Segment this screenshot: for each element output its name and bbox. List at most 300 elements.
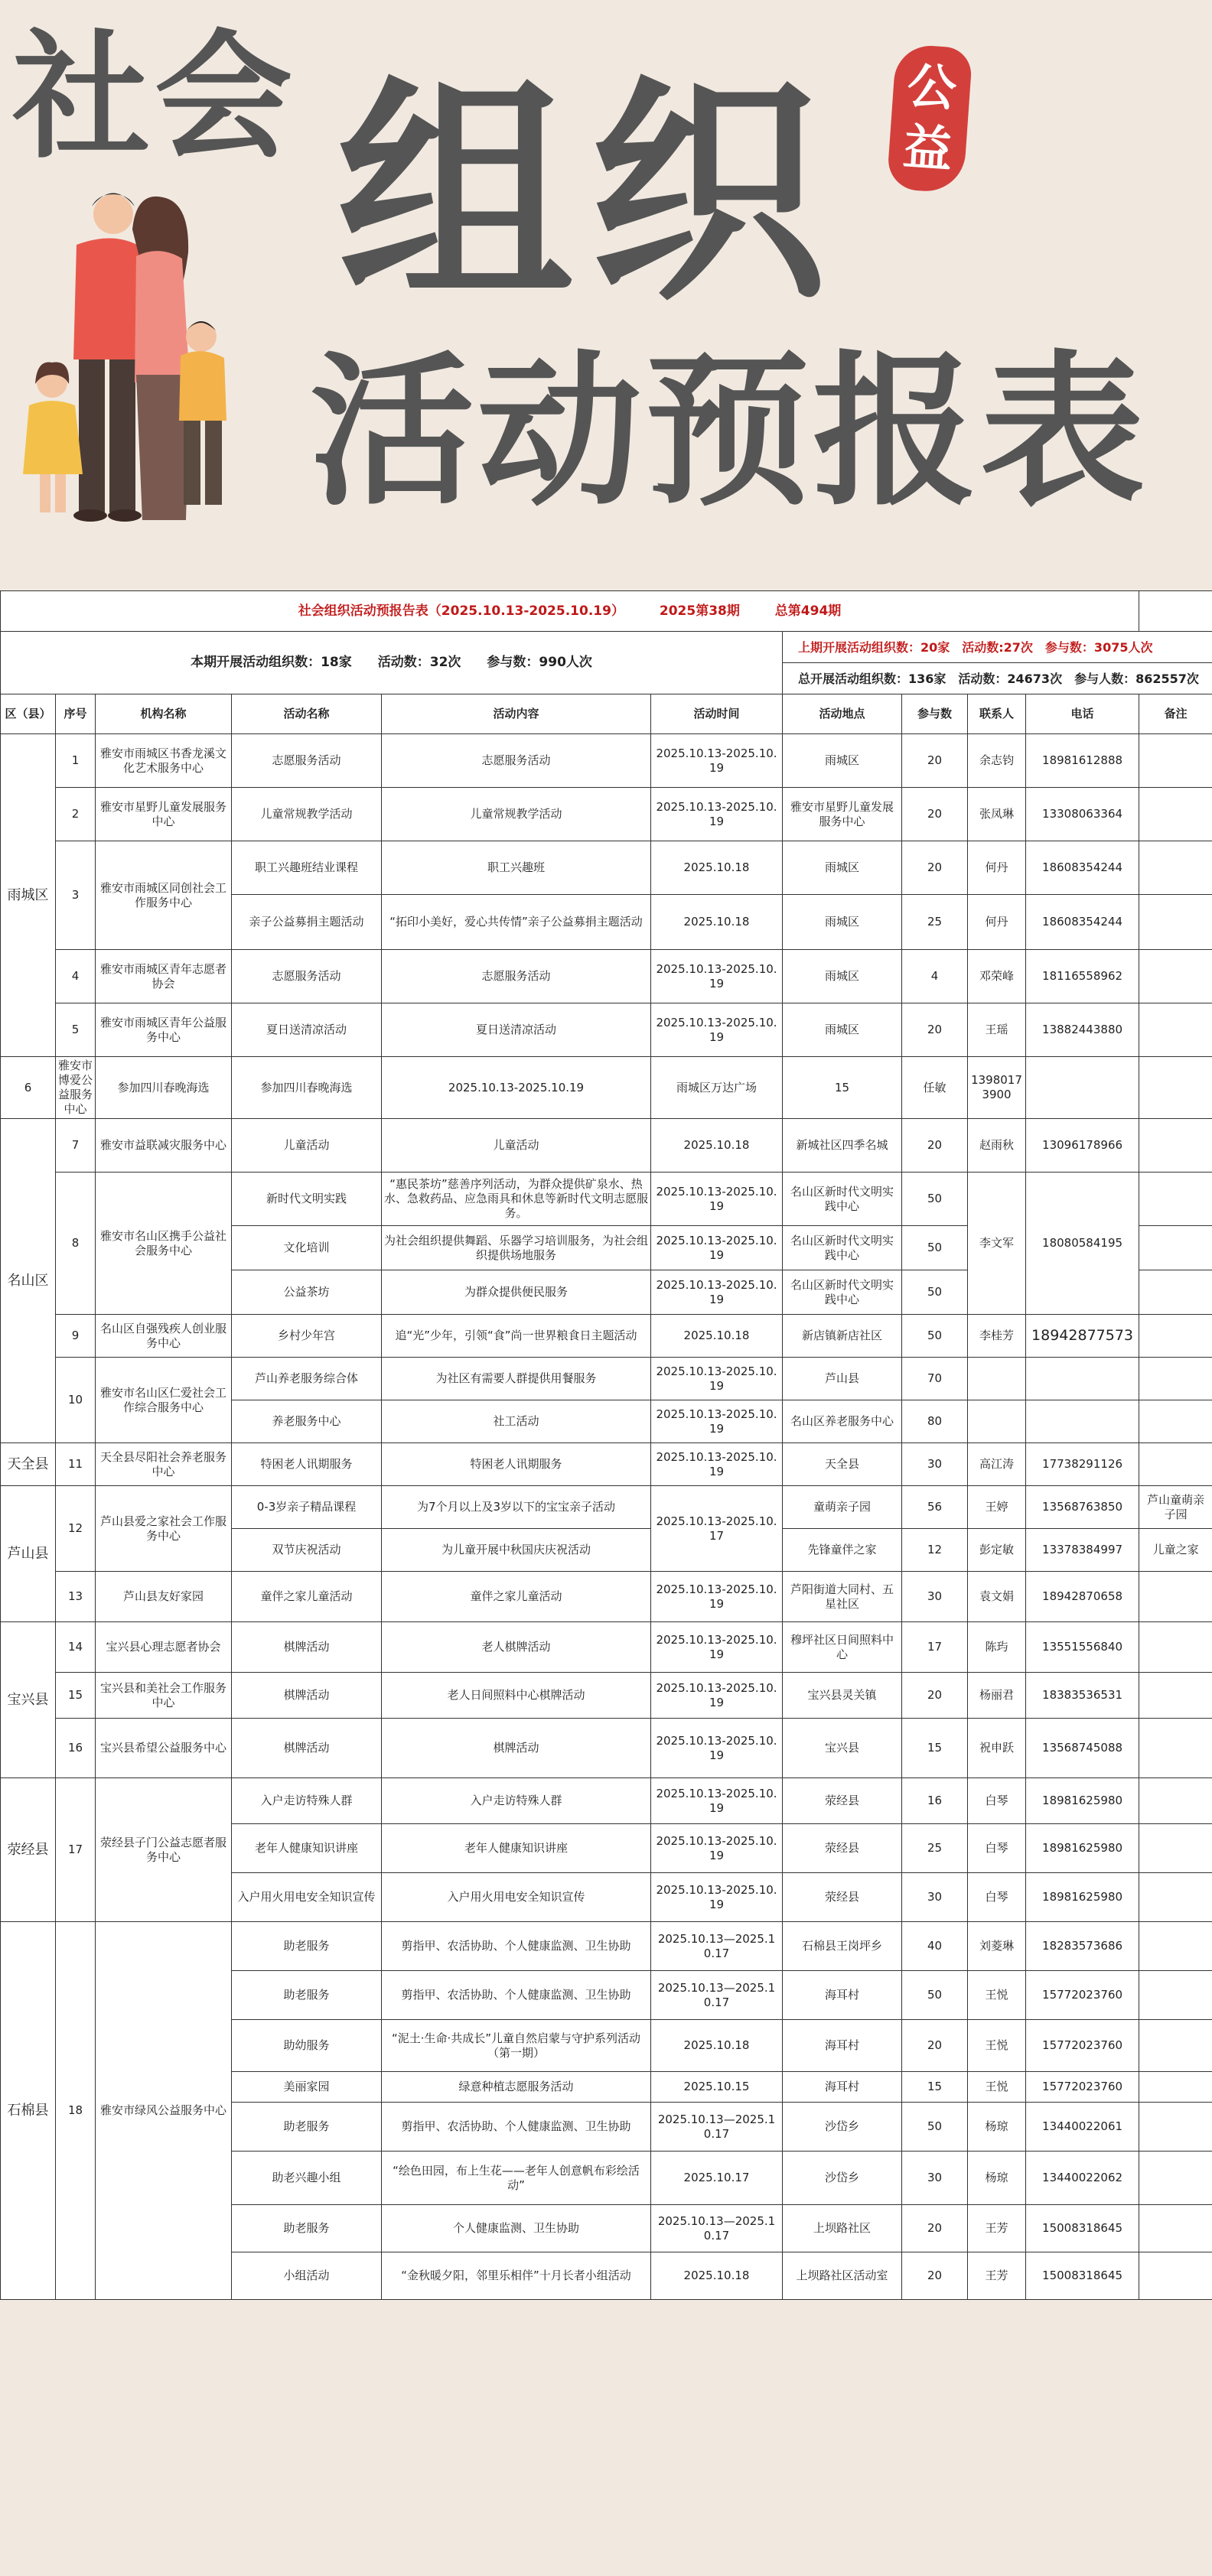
phone-cell	[1026, 1358, 1139, 1400]
note-cell	[1139, 1971, 1212, 2020]
place-cell: 新店镇新店社区	[783, 1315, 902, 1358]
org-cell: 雅安市绿风公益服务中心	[96, 1922, 232, 2300]
activity-cell: 芦山养老服务综合体	[232, 1358, 382, 1400]
participants-cell: 20	[902, 788, 968, 841]
phone-cell: 18981625980	[1026, 1873, 1139, 1922]
note-cell	[1139, 1824, 1212, 1873]
table-row	[1, 1173, 1212, 1226]
participants-cell: 17	[902, 1622, 968, 1673]
org-cell: 宝兴县心理志愿者协会	[96, 1622, 232, 1673]
content-cell: 童伴之家儿童活动	[382, 1572, 651, 1622]
phone-cell: 13378384997	[1026, 1529, 1139, 1572]
participants-cell: 16	[902, 1778, 968, 1824]
participants-cell: 30	[902, 1443, 968, 1486]
contact-cell: 王芳	[968, 2252, 1026, 2300]
activity-cell: 养老服务中心	[232, 1400, 382, 1443]
time-cell: 2025.10.13-2025.10.19	[651, 1226, 783, 1270]
contact-cell: 何丹	[968, 895, 1026, 950]
activity-cell: 乡村少年宫	[232, 1315, 382, 1358]
family-illustration	[6, 184, 259, 535]
time-cell: 2025.10.13-2025.10.19	[651, 1824, 783, 1873]
place-cell: 海耳村	[783, 2072, 902, 2103]
org-cell: 雅安市星野儿童发展服务中心	[96, 788, 232, 841]
seq-cell: 6	[1, 1057, 56, 1119]
participants-cell: 15	[902, 2072, 968, 2103]
time-cell: 2025.10.13-2025.10.19	[651, 788, 783, 841]
contact-cell: 何丹	[968, 841, 1026, 895]
seq-cell: 14	[56, 1622, 96, 1673]
col-phone: 电话	[1026, 694, 1139, 734]
contact-cell: 彭定敏	[968, 1529, 1026, 1572]
phone-cell: 15772023760	[1026, 2072, 1139, 2103]
total-issue-number: 总第494期	[774, 603, 842, 619]
seq-cell: 11	[56, 1443, 96, 1486]
activity-cell: 双节庆祝活动	[232, 1529, 382, 1572]
place-cell: 雨城区	[783, 1003, 902, 1057]
column-header-row	[1, 694, 1212, 734]
activity-cell: 儿童活动	[232, 1119, 382, 1173]
phone-cell: 18080584195	[1026, 1173, 1139, 1315]
place-cell: 童萌亲子园	[783, 1486, 902, 1529]
org-cell: 芦山县友好家园	[96, 1572, 232, 1622]
time-cell: 2025.10.13-2025.10.19	[651, 1270, 783, 1315]
participants-cell: 50	[902, 1315, 968, 1358]
contact-cell: 王瑶	[968, 1003, 1026, 1057]
time-cell: 2025.10.18	[651, 841, 783, 895]
activity-cell: 棋牌活动	[232, 1673, 382, 1719]
content-cell: “金秋暖夕阳，邻里乐相伴”十月长者小组活动	[382, 2252, 651, 2300]
col-org: 机构名称	[96, 694, 232, 734]
activity-forecast-table	[0, 590, 1212, 2300]
note-cell	[1139, 1622, 1212, 1673]
time-cell: 2025.10.17	[651, 2152, 783, 2205]
place-cell: 天全县	[783, 1443, 902, 1486]
activity-cell: 志愿服务活动	[232, 734, 382, 788]
note-cell	[1139, 1778, 1212, 1824]
phone-cell: 13568763850	[1026, 1486, 1139, 1529]
note-cell: 芦山童萌亲子园	[1139, 1486, 1212, 1529]
org-cell: 芦山县爱之家社会工作服务中心	[96, 1486, 232, 1572]
time-cell: 2025.10.13—2025.10.17	[651, 1922, 783, 1971]
table-row	[1, 1778, 1212, 1824]
activity-cell: 入户用火用电安全知识宣传	[232, 1873, 382, 1922]
time-cell: 2025.10.13—2025.10.17	[651, 2205, 783, 2252]
contact-cell: 李文军	[968, 1173, 1026, 1315]
participants-cell: 30	[902, 2152, 968, 2205]
note-cell	[1139, 1400, 1212, 1443]
county-cell: 天全县	[1, 1443, 56, 1486]
participants-cell: 20	[902, 2205, 968, 2252]
phone-cell: 13440022062	[1026, 2152, 1139, 2205]
phone-cell: 18981625980	[1026, 1778, 1139, 1824]
org-cell: 雅安市雨城区青年志愿者协会	[96, 950, 232, 1003]
phone-cell: 18981612888	[1026, 734, 1139, 788]
content-cell: 儿童活动	[382, 1119, 651, 1173]
note-cell	[1139, 1922, 1212, 1971]
table-row	[1, 1719, 1212, 1778]
place-cell: 名山区新时代文明实践中心	[783, 1270, 902, 1315]
phone-cell: 18608354244	[1026, 841, 1139, 895]
gongyi-seal	[886, 44, 973, 194]
table-row	[1, 1572, 1212, 1622]
col-place: 活动地点	[783, 694, 902, 734]
col-seq: 序号	[56, 694, 96, 734]
participants-cell: 15	[902, 1719, 968, 1778]
phone-cell: 18283573686	[1026, 1922, 1139, 1971]
contact-cell: 白琴	[968, 1824, 1026, 1873]
seq-cell: 5	[56, 1003, 96, 1057]
content-cell: “泥土·生命·共成长”儿童自然启蒙与守护系列活动（第一期）	[382, 2020, 651, 2072]
activity-cell: 亲子公益募捐主题活动	[232, 895, 382, 950]
time-cell: 2025.10.13-2025.10.19	[651, 1358, 783, 1400]
org-cell: 宝兴县希望公益服务中心	[96, 1719, 232, 1778]
seq-cell: 1	[56, 734, 96, 788]
title-huodong-yubaobiao: 活动预报表	[310, 336, 1148, 528]
table-heading: 社会组织活动预报告表（2025.10.13-2025.10.19）	[298, 603, 624, 619]
contact-cell: 王悦	[968, 2072, 1026, 2103]
note-cell	[1139, 2152, 1212, 2205]
participants-cell: 30	[902, 1572, 968, 1622]
place-cell: 名山区新时代文明实践中心	[783, 1226, 902, 1270]
table-body	[1, 734, 1212, 2300]
contact-cell: 王悦	[968, 1971, 1026, 2020]
activity-cell: 助老服务	[232, 2205, 382, 2252]
col-participants: 参与数	[902, 694, 968, 734]
table-row	[1, 1486, 1212, 1529]
time-cell: 2025.10.13-2025.10.19	[651, 1443, 783, 1486]
note-cell	[1139, 2103, 1212, 2152]
seq-cell: 18	[56, 1922, 96, 2300]
contact-cell: 杨琼	[968, 2152, 1026, 2205]
table-row	[1, 734, 1212, 788]
note-cell	[1139, 1003, 1212, 1057]
place-cell: 雨城区	[783, 950, 902, 1003]
phone-cell: 15772023760	[1026, 2020, 1139, 2072]
participants-cell: 50	[902, 1270, 968, 1315]
time-cell: 2025.10.13-2025.10.19	[651, 734, 783, 788]
phone-cell: 13568745088	[1026, 1719, 1139, 1778]
contact-cell: 李桂芳	[968, 1315, 1026, 1358]
participants-cell: 4	[902, 950, 968, 1003]
content-cell: 特困老人讯期服务	[382, 1443, 651, 1486]
note-cell	[1139, 1358, 1212, 1400]
phone-cell: 13551556840	[1026, 1622, 1139, 1673]
content-cell: 追“光”少年，引领“食”尚一世界粮食日主题活动	[382, 1315, 651, 1358]
note-cell	[1139, 1226, 1212, 1270]
phone-cell: 18942877573	[1026, 1315, 1139, 1358]
org-cell: 雅安市名山区携手公益社会服务中心	[96, 1173, 232, 1315]
table-row	[1, 1003, 1212, 1057]
content-cell: 志愿服务活动	[382, 950, 651, 1003]
contact-cell: 袁文娟	[968, 1572, 1026, 1622]
phone-cell: 15008318645	[1026, 2252, 1139, 2300]
time-cell: 2025.10.18	[651, 2252, 783, 2300]
phone-cell: 13096178966	[1026, 1119, 1139, 1173]
org-cell: 名山区自强残疾人创业服务中心	[96, 1315, 232, 1358]
activity-cell: 老年人健康知识讲座	[232, 1824, 382, 1873]
activity-cell: 职工兴趣班结业课程	[232, 841, 382, 895]
phone-cell: 13980173900	[968, 1057, 1026, 1119]
contact-cell: 杨丽君	[968, 1673, 1026, 1719]
note-cell	[1139, 2205, 1212, 2252]
note-cell	[1139, 734, 1212, 788]
time-cell: 2025.10.15	[651, 2072, 783, 2103]
phone-cell: 15008318645	[1026, 2205, 1139, 2252]
table-row	[1, 950, 1212, 1003]
seq-cell: 13	[56, 1572, 96, 1622]
activity-cell: 助老兴趣小组	[232, 2152, 382, 2205]
content-cell: 绿意种植志愿服务活动	[382, 2072, 651, 2103]
participants-cell: 80	[902, 1400, 968, 1443]
place-cell: 沙岱乡	[783, 2103, 902, 2152]
contact-cell: 赵雨秋	[968, 1119, 1026, 1173]
place-cell: 穆坪社区日间照料中心	[783, 1622, 902, 1673]
phone-cell: 18942870658	[1026, 1572, 1139, 1622]
content-cell: 入户用火用电安全知识宣传	[382, 1873, 651, 1922]
participants-cell: 50	[902, 1226, 968, 1270]
issue-number: 2025第38期	[659, 603, 740, 619]
note-cell	[1139, 1443, 1212, 1486]
activity-cell: 童伴之家儿童活动	[232, 1572, 382, 1622]
place-cell: 上坝路社区	[783, 2205, 902, 2252]
phone-cell: 15772023760	[1026, 1971, 1139, 2020]
participants-cell: 25	[902, 1824, 968, 1873]
contact-cell: 任敏	[902, 1057, 968, 1119]
content-cell: 剪指甲、农活协助、个人健康监测、卫生协助	[382, 1922, 651, 1971]
table-row	[1, 1119, 1212, 1173]
county-cell: 名山区	[1, 1119, 56, 1443]
participants-cell: 20	[902, 1673, 968, 1719]
time-cell: 2025.10.18	[651, 1315, 783, 1358]
org-cell: 雅安市雨城区同创社会工作服务中心	[96, 841, 232, 950]
seq-cell: 2	[56, 788, 96, 841]
time-cell: 2025.10.18	[651, 895, 783, 950]
table-row	[1, 841, 1212, 895]
place-cell: 荥经县	[783, 1824, 902, 1873]
org-cell: 天全县尽阳社会养老服务中心	[96, 1443, 232, 1486]
last-period-summary: 上期开展活动组织数：20家 活动数:27次 参与数：3075人次	[783, 632, 1212, 663]
place-cell: 上坝路社区活动室	[783, 2252, 902, 2300]
place-cell: 新城社区四季名城	[783, 1119, 902, 1173]
content-cell: 职工兴趣班	[382, 841, 651, 895]
contact-cell: 高江涛	[968, 1443, 1026, 1486]
time-cell: 2025.10.13-2025.10.19	[651, 1873, 783, 1922]
phone-cell: 18383536531	[1026, 1673, 1139, 1719]
time-cell: 2025.10.13-2025.10.19	[651, 950, 783, 1003]
time-cell: 2025.10.13-2025.10.17	[651, 1486, 783, 1572]
table-row	[1, 788, 1212, 841]
title-shehui: 社会	[12, 18, 298, 177]
place-cell: 名山区新时代文明实践中心	[783, 1173, 902, 1226]
place-cell: 雅安市星野儿童发展服务中心	[783, 788, 902, 841]
seq-cell: 3	[56, 841, 96, 950]
participants-cell: 12	[902, 1529, 968, 1572]
phone-cell: 13882443880	[1026, 1003, 1139, 1057]
seq-cell: 8	[56, 1173, 96, 1315]
contact-cell: 陈玙	[968, 1622, 1026, 1673]
col-content: 活动内容	[382, 694, 651, 734]
contact-cell: 王芳	[968, 2205, 1026, 2252]
col-note: 备注	[1139, 694, 1212, 734]
time-cell: 2025.10.13-2025.10.19	[651, 1400, 783, 1443]
org-cell: 雅安市名山区仁爱社会工作综合服务中心	[96, 1358, 232, 1443]
time-cell: 2025.10.18	[651, 2020, 783, 2072]
participants-cell: 20	[902, 734, 968, 788]
seq-cell: 12	[56, 1486, 96, 1572]
note-cell	[1139, 1572, 1212, 1622]
content-cell: 为7个月以上及3岁以下的宝宝亲子活动	[382, 1486, 651, 1529]
contact-cell: 邓荣峰	[968, 950, 1026, 1003]
participants-cell: 20	[902, 1003, 968, 1057]
activity-cell: 特困老人讯期服务	[232, 1443, 382, 1486]
content-cell: 儿童常规教学活动	[382, 788, 651, 841]
seal-char-2: 益	[901, 119, 954, 180]
county-cell: 石棉县	[1, 1922, 56, 2300]
cumulative-summary: 总开展活动组织数：136家 活动数：24673次 参与人数：862557次	[783, 663, 1212, 694]
participants-cell: 50	[902, 2103, 968, 2152]
participants-cell: 15	[783, 1057, 902, 1119]
contact-cell	[968, 1358, 1026, 1400]
time-cell: 2025.10.13-2025.10.19	[651, 1003, 783, 1057]
place-cell: 雨城区	[783, 734, 902, 788]
county-cell: 荥经县	[1, 1778, 56, 1922]
content-cell: 夏日送清凉活动	[382, 1003, 651, 1057]
note-cell	[1139, 950, 1212, 1003]
activity-cell: 小组活动	[232, 2252, 382, 2300]
content-cell: 老人棋牌活动	[382, 1622, 651, 1673]
place-cell: 石棉县王岗坪乡	[783, 1922, 902, 1971]
activity-cell: 棋牌活动	[232, 1719, 382, 1778]
activity-cell: 参加四川春晚海选	[96, 1057, 232, 1119]
table-row	[1, 1673, 1212, 1719]
note-cell	[1139, 1873, 1212, 1922]
participants-cell: 56	[902, 1486, 968, 1529]
note-cell	[1026, 1057, 1139, 1119]
table-heading-row	[1, 591, 1139, 632]
table-row	[1, 1358, 1212, 1400]
participants-cell: 30	[902, 1873, 968, 1922]
contact-cell	[968, 1400, 1026, 1443]
poster-header	[0, 0, 1212, 589]
activity-cell: 美丽家园	[232, 2072, 382, 2103]
note-cell	[1139, 1173, 1212, 1226]
contact-cell: 王婷	[968, 1486, 1026, 1529]
place-cell: 海耳村	[783, 1971, 902, 2020]
place-cell: 宝兴县	[783, 1719, 902, 1778]
place-cell: 宝兴县灵关镇	[783, 1673, 902, 1719]
phone-cell: 18981625980	[1026, 1824, 1139, 1873]
note-cell	[1139, 2252, 1212, 2300]
content-cell: 为群众提供便民服务	[382, 1270, 651, 1315]
col-time: 活动时间	[651, 694, 783, 734]
activity-cell: 志愿服务活动	[232, 950, 382, 1003]
content-cell: 为儿童开展中秋国庆庆祝活动	[382, 1529, 651, 1572]
note-cell	[1139, 895, 1212, 950]
table-row	[1, 1622, 1212, 1673]
phone-cell	[1026, 1400, 1139, 1443]
place-cell: 先锋童伴之家	[783, 1529, 902, 1572]
content-cell: 参加四川春晚海选	[232, 1057, 382, 1119]
content-cell: 社工活动	[382, 1400, 651, 1443]
phone-cell: 18116558962	[1026, 950, 1139, 1003]
place-cell: 芦阳街道大同村、五星社区	[783, 1572, 902, 1622]
phone-cell: 13308063364	[1026, 788, 1139, 841]
table-row	[1, 1057, 1212, 1119]
participants-cell: 20	[902, 2020, 968, 2072]
activity-cell: 夏日送清凉活动	[232, 1003, 382, 1057]
place-cell: 海耳村	[783, 2020, 902, 2072]
col-contact: 联系人	[968, 694, 1026, 734]
note-cell	[1139, 1270, 1212, 1315]
content-cell: 个人健康监测、卫生协助	[382, 2205, 651, 2252]
seq-cell: 9	[56, 1315, 96, 1358]
seal-char-1: 公	[905, 57, 959, 119]
participants-cell: 50	[902, 1173, 968, 1226]
activity-cell: 棋牌活动	[232, 1622, 382, 1673]
activity-cell: 助老服务	[232, 1922, 382, 1971]
content-cell: “拓印小美好，爱心共传情”亲子公益募捐主题活动	[382, 895, 651, 950]
org-cell: 雅安市益联减灾服务中心	[96, 1119, 232, 1173]
seq-cell: 4	[56, 950, 96, 1003]
seq-cell: 7	[56, 1119, 96, 1173]
phone-cell: 18608354244	[1026, 895, 1139, 950]
contact-cell: 王悦	[968, 2020, 1026, 2072]
time-cell: 2025.10.13-2025.10.19	[651, 1173, 783, 1226]
participants-cell: 20	[902, 2252, 968, 2300]
activity-cell: 新时代文明实践	[232, 1173, 382, 1226]
participants-cell: 25	[902, 895, 968, 950]
content-cell: 为社区有需要人群提供用餐服务	[382, 1358, 651, 1400]
this-period-summary: 本期开展活动组织数：18家 活动数：32次 参与数：990人次	[1, 632, 783, 694]
seq-cell: 10	[56, 1358, 96, 1443]
county-cell: 雨城区	[1, 734, 56, 1057]
col-county: 区（县）	[1, 694, 56, 734]
content-cell: 老人日间照料中心棋牌活动	[382, 1673, 651, 1719]
table-row	[1, 1443, 1212, 1486]
contact-cell: 张凤琳	[968, 788, 1026, 841]
participants-cell: 40	[902, 1922, 968, 1971]
content-cell: 剪指甲、农活协助、个人健康监测、卫生协助	[382, 1971, 651, 2020]
activity-cell: 助老服务	[232, 2103, 382, 2152]
note-cell	[1139, 1119, 1212, 1173]
content-cell: “惠民茶坊”慈善序列活动，为群众提供矿泉水、热水、急救药品、应急雨具和休息等新时代文明志愿服务。	[382, 1173, 651, 1226]
note-cell	[1139, 1315, 1212, 1358]
contact-cell: 余志钧	[968, 734, 1026, 788]
contact-cell: 杨琼	[968, 2103, 1026, 2152]
org-cell: 雅安市雨城区书香龙溪文化艺术服务中心	[96, 734, 232, 788]
participants-cell: 20	[902, 1119, 968, 1173]
participants-cell: 50	[902, 1971, 968, 2020]
activity-cell: 儿童常规教学活动	[232, 788, 382, 841]
note-cell	[1139, 788, 1212, 841]
contact-cell: 刘菱琳	[968, 1922, 1026, 1971]
seq-cell: 17	[56, 1778, 96, 1922]
time-cell: 2025.10.13-2025.10.19	[651, 1778, 783, 1824]
activity-cell: 公益茶坊	[232, 1270, 382, 1315]
activity-cell: 助幼服务	[232, 2020, 382, 2072]
title-zuzhi: 组织	[337, 57, 842, 333]
county-cell: 宝兴县	[1, 1622, 56, 1778]
table-row	[1, 1922, 1212, 1971]
heading-blank-cell	[1139, 591, 1212, 632]
participants-cell: 20	[902, 841, 968, 895]
content-cell: 老年人健康知识讲座	[382, 1824, 651, 1873]
org-cell: 雅安市博爱公益服务中心	[56, 1057, 96, 1119]
col-activity: 活动名称	[232, 694, 382, 734]
place-cell: 雨城区万达广场	[651, 1057, 783, 1119]
note-cell	[1139, 2020, 1212, 2072]
content-cell: 为社会组织提供舞蹈、乐器学习培训服务，为社会组织提供场地服务	[382, 1226, 651, 1270]
